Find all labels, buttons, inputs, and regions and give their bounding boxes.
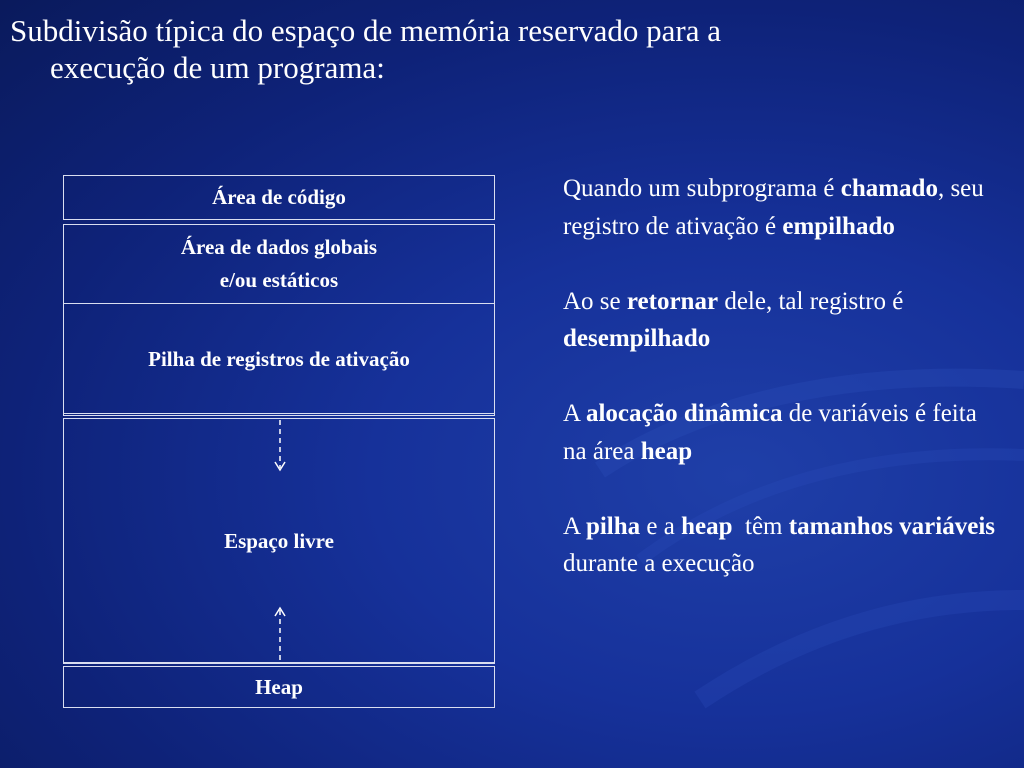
note-text: A xyxy=(563,400,586,427)
slide-title xyxy=(10,12,1010,86)
note-variable-sizes xyxy=(563,508,1003,583)
note-text: e a xyxy=(640,512,682,540)
note-bold: tamanhos variáveis xyxy=(788,512,995,540)
note-return xyxy=(563,283,1003,358)
note-text: durante a execução xyxy=(563,550,755,577)
note-bold: desempilhado xyxy=(563,325,711,352)
stack-area-label: Pilha de registros de ativação xyxy=(148,347,410,371)
code-area-box xyxy=(63,175,495,220)
note-text: A xyxy=(563,512,586,540)
heap-box xyxy=(63,666,495,708)
note-bold: pilha xyxy=(585,512,641,540)
title-line-2: execução de um programa: xyxy=(50,50,385,85)
note-text: , seu registro de ativação é xyxy=(563,175,984,240)
free-space-label: Espaço livre xyxy=(224,528,334,553)
title-line-1: Subdivisão típica do espaço de memória reservado para a xyxy=(10,13,722,48)
data-area-label-line2: e/ou estáticos xyxy=(219,268,339,292)
note-call xyxy=(563,170,1003,245)
note-bold: heap xyxy=(681,512,733,540)
stack-bottom-divider xyxy=(63,413,495,414)
heap-label: Heap xyxy=(255,674,303,699)
note-text: dele, tal registro é xyxy=(718,287,904,315)
note-text: Quando um subprograma é xyxy=(563,175,841,202)
note-bold: chamado xyxy=(840,175,938,202)
stack-growth-arrow-icon xyxy=(272,418,288,474)
note-text: têm xyxy=(732,512,789,540)
note-bold: alocação dinâmica xyxy=(585,400,783,427)
note-bold: retornar xyxy=(626,287,719,315)
code-area-label: Área de código xyxy=(212,185,346,209)
notes-panel xyxy=(563,170,1003,620)
heap-growth-arrow-icon xyxy=(272,604,288,664)
note-text: de variáveis é feita na área xyxy=(563,400,977,465)
data-area-box xyxy=(63,224,495,303)
note-bold: empilhado xyxy=(782,212,895,240)
stack-area-box xyxy=(63,303,495,416)
note-text: Ao se xyxy=(563,287,627,315)
note-dynamic-allocation xyxy=(563,395,1003,470)
note-bold: heap xyxy=(640,437,693,465)
data-area-label-line1: Área de dados globais xyxy=(180,235,378,259)
